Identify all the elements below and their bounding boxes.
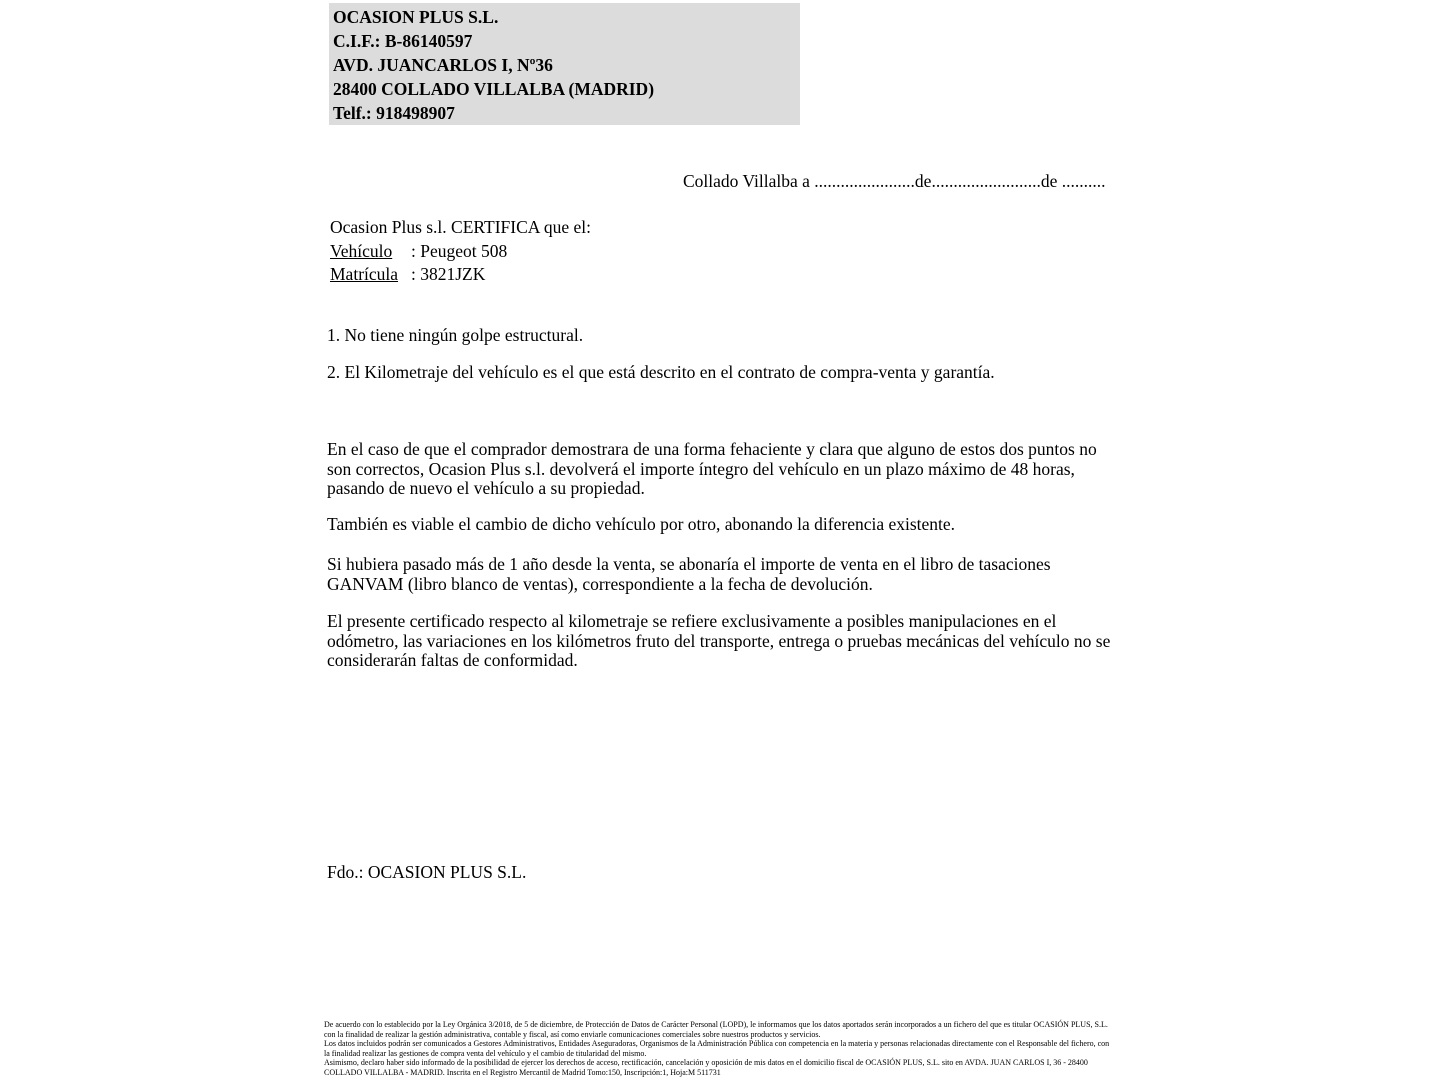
vehicle-label: Vehículo — [330, 240, 393, 261]
body-paragraph-exchange: También es viable el cambio de dicho vehículo por otro, abonando la diferencia existente. — [327, 514, 956, 534]
legal-paragraph-lopd: De acuerdo con lo establecido por la Ley Orgánica 3/2018, de 5 de diciembre, de Protección de Datos de Carácter Personal (LOPD), le informamos que los datos aportados serán incorporados a un fichero del que es titular OCASIÓN PLUS, S.L. con la finalidad de realizar la gestión administrativa, contable y fiscal, así como enviarle comunicaciones comerciales sobre nuestros productos y servicios. — [324, 1020, 1108, 1039]
body-paragraph-odometer: El presente certificado respecto al kilometraje se refiere exclusivamente a posibles manipulaciones en el odómetro, las variaciones en los kilómetros fruto del transporte, entrega o pruebas mecánicas del vehículo no se considerarán faltas de conformidad. — [327, 611, 1111, 670]
body-paragraph-ganvam: Si hubiera pasado más de 1 año desde la venta, se abonaría el importe de venta en el libro de tasaciones GANVAM (libro blanco de ventas), correspondiente a la fecha de devolución. — [327, 554, 1051, 594]
date-line: Collado Villalba a .......................de.........................de .......... — [683, 171, 1106, 191]
legal-footer — [324, 1020, 1110, 1078]
certificate-point-1: 1. No tiene ningún golpe estructural. — [327, 325, 584, 345]
plate-row — [330, 263, 591, 287]
plate-label: Matrícula — [330, 264, 399, 284]
company-address: AVD. JUANCARLOS I, Nº36 — [333, 55, 553, 75]
legal-paragraph-rights: Asimismo, declaro haber sido informado de la posibilidad de ejercer los derechos de acceso, rectificación, cancelación y oposición de mis datos en el domicilio fiscal de OCASIÓN PLUS, S.L. sito en AVDA. JUAN CARLOS I, 36 - 28400 COLLADO VILLALBA - MADRID. Inscrita en el Registro Mercantil de Madrid Tomo:150, Inscripción:1, Hoja:M 511731 — [324, 1058, 1088, 1077]
certificate-point-2: 2. El Kilometraje del vehículo es el que está descrito en el contrato de compra-venta y garantía. — [327, 362, 995, 382]
certify-intro: Ocasion Plus s.l. CERTIFICA que el: — [330, 217, 591, 237]
plate-value: : 3821JZK — [411, 264, 486, 284]
body-paragraph-refund: En el caso de que el comprador demostrara de una forma fehaciente y clara que alguno de estos dos puntos no son correctos, Ocasion Plus s.l. devolverá el importe íntegro del vehículo en un plazo máximo de 48 horas, pasando de nuevo el vehículo a su propiedad. — [327, 439, 1097, 498]
company-cif: C.I.F.: B-86140597 — [333, 31, 473, 51]
certify-block — [330, 216, 591, 287]
signature-line: Fdo.: OCASION PLUS S.L. — [327, 862, 527, 882]
company-header-box — [329, 3, 800, 125]
company-city: 28400 COLLADO VILLALBA (MADRID) — [333, 79, 655, 99]
vehicle-row — [330, 240, 591, 264]
legal-paragraph-data-sharing: Los datos incluidos podrán ser comunicados a Gestores Administrativos, Entidades Aseguradoras, Organismos de la Administración Pública con competencia en la materia y personas relacionadas directamente con el Responsable del fichero, con la finalidad realizar las gestiones de compra venta del vehículo y el cambio de titularidad del mismo. — [324, 1039, 1110, 1058]
company-phone: Telf.: 918498907 — [333, 103, 455, 123]
vehicle-value: : Peugeot 508 — [411, 240, 508, 261]
company-name: OCASION PLUS S.L. — [333, 7, 499, 27]
